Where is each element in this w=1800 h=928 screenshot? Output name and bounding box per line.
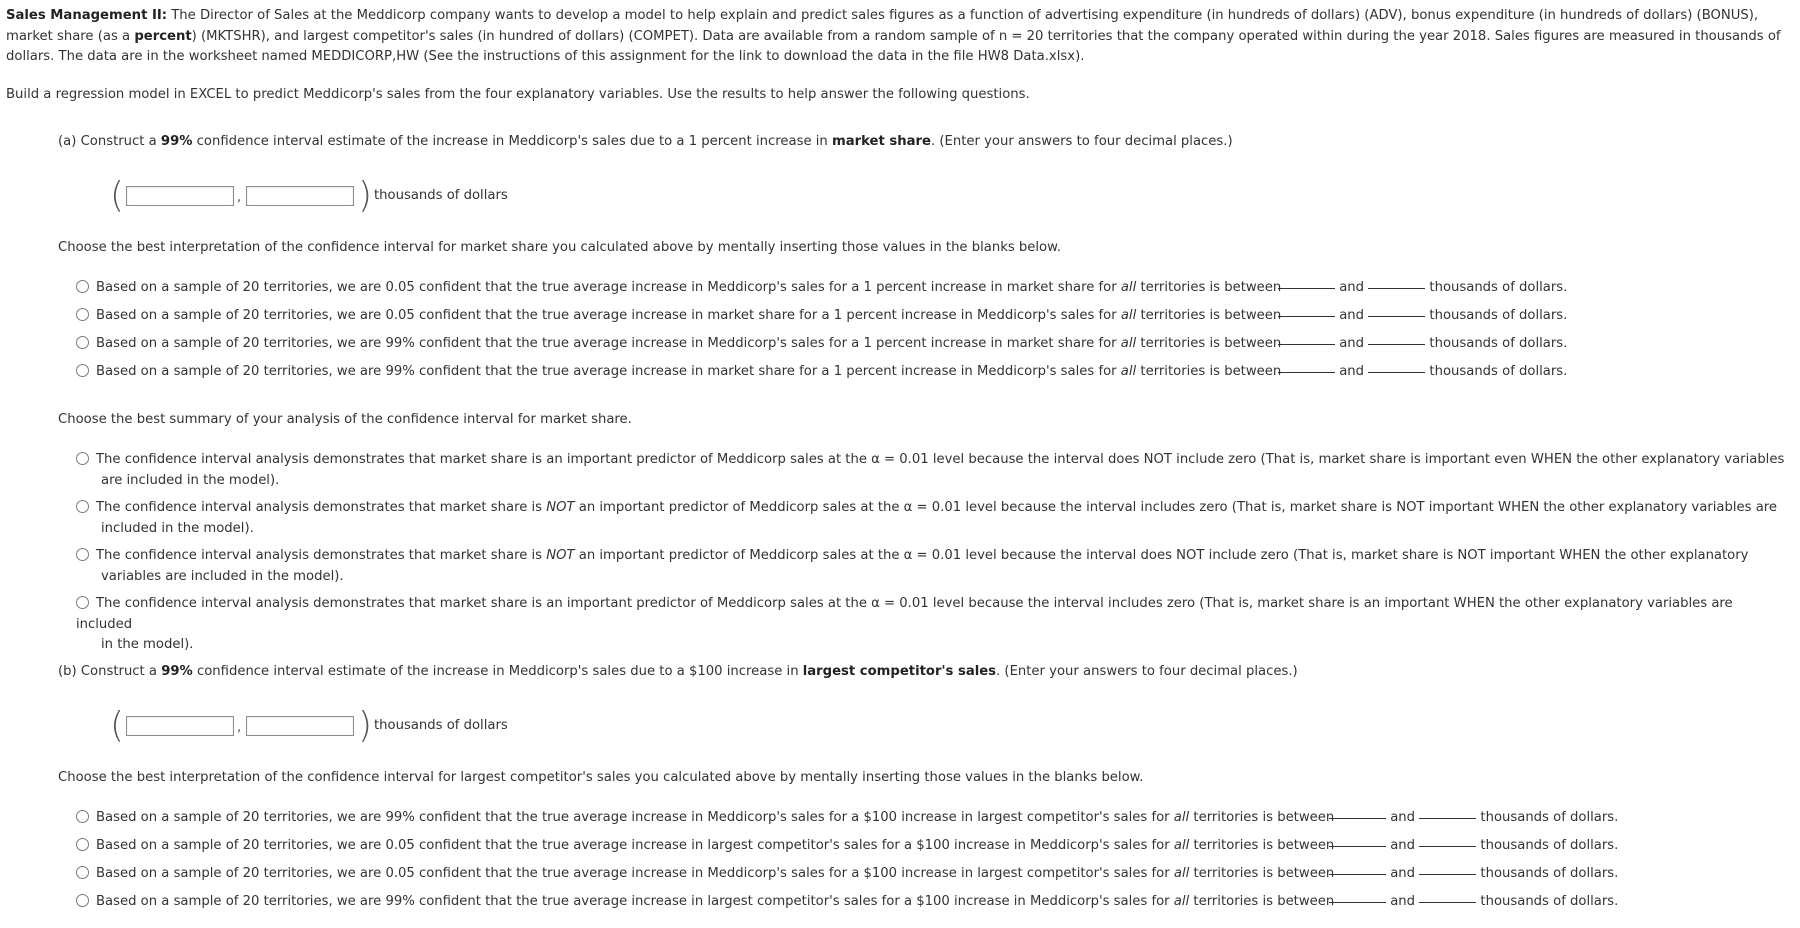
radio-button[interactable]	[76, 596, 89, 609]
blank-row: and thousands of dollars.	[1278, 278, 1567, 299]
part-b-interp-option[interactable]: Based on a sample of 20 territories, we are 99% confident that the true average increase in Meddicorp's sales for a $100 increase in largest competitor's sales for all territories is between	[76, 808, 1334, 829]
open-paren: (	[110, 705, 125, 746]
part-b-lower-input[interactable]	[126, 716, 234, 736]
part-a-summary-option[interactable]: The confidence interval analysis demonstrates that market share is NOT an important predictor of Meddicorp sales at the α = 0.01 level because the interval includes zero (That is, market share is NOT important WHEN the other explanatory variables are included in the model).	[76, 498, 1786, 539]
part-b-interp-option[interactable]: Based on a sample of 20 territories, we are 99% confident that the true average increase in largest competitor's sales for a $100 increase in Meddicorp's sales for all territories is between	[76, 892, 1334, 913]
radio-button[interactable]	[76, 336, 89, 349]
part-a-summary-option[interactable]: The confidence interval analysis demonstrates that market share is an important predictor of Meddicorp sales at the α = 0.01 level because the interval does NOT include zero (That is, market share is important even WHEN the other explanatory variables are included in the model).	[76, 450, 1786, 491]
part-a-interp-option[interactable]: Based on a sample of 20 territories, we are 99% confident that the true average increase in Meddicorp's sales for a 1 percent increase in market share for all territories is between	[76, 334, 1281, 355]
blank-row: and thousands of dollars.	[1278, 306, 1567, 327]
comma: ,	[237, 720, 242, 735]
part-b-interp-option[interactable]: Based on a sample of 20 territories, we are 0.05 confident that the true average increase in largest competitor's sales for a $100 increase in Meddicorp's sales for all territories is between	[76, 836, 1334, 857]
part-b-interp-option[interactable]: Based on a sample of 20 territories, we are 0.05 confident that the true average increase in Meddicorp's sales for a $100 increase in largest competitor's sales for all territories is between	[76, 864, 1334, 885]
part-a-summary-prompt: Choose the best summary of your analysis of the confidence interval for market share.	[58, 412, 632, 427]
part-a-summary-option[interactable]: The confidence interval analysis demonstrates that market share is NOT an important predictor of Meddicorp sales at the α = 0.01 level because the interval does NOT include zero (That is, market share is NOT important WHEN the other explanatory variables are included in the model).	[76, 546, 1786, 587]
radio-button[interactable]	[76, 308, 89, 321]
radio-button[interactable]	[76, 280, 89, 293]
part-a-interp-option[interactable]: Based on a sample of 20 territories, we are 0.05 confident that the true average increase in Meddicorp's sales for a 1 percent increase in market share for all territories is between	[76, 278, 1281, 299]
blank-row: and thousands of dollars.	[1329, 808, 1618, 829]
radio-button[interactable]	[76, 866, 89, 879]
part-a-question: (a) Construct a 99% confidence interval estimate of the increase in Meddicorp's sales due to a 1 percent increase in market share. (Enter your answers to four decimal places.)	[58, 134, 1233, 149]
close-paren: )	[358, 705, 373, 746]
part-b-interp-prompt: Choose the best interpretation of the confidence interval for largest competitor's sales you calculated above by mentally inserting those values in the blanks below.	[58, 770, 1144, 785]
part-a-interp-prompt: Choose the best interpretation of the confidence interval for market share you calculated above by mentally inserting those values in the blanks below.	[58, 240, 1061, 255]
blank-row: and thousands of dollars.	[1278, 334, 1567, 355]
problem-intro: Sales Management II: The Director of Sales at the Meddicorp company wants to develop a model to help explain and predict sales figures as a function of advertising expenditure (in hundreds of dollars) (ADV), bonus expenditure (in hundreds of dollars) (BONUS), market share (as a percent) (MKTSHR), and largest competitor's sales (in hundred of dollars) (COMPET). Data are available from a random sample of n = 20 territories that the company operated within during the year 2018. Sales figures are measured in thousands of dollars. The data are in the worksheet named MEDDICORP,HW (See the instructions of this assignment for the link to download the data in the file HW8 Data.xlsx).	[6, 8, 1781, 64]
open-paren: (	[110, 175, 125, 216]
part-a-upper-input[interactable]	[246, 186, 354, 206]
radio-button[interactable]	[76, 810, 89, 823]
radio-button[interactable]	[76, 452, 89, 465]
build-instruction: Build a regression model in EXCEL to predict Meddicorp's sales from the four explanatory variables. Use the results to help answer the following questions.	[6, 87, 1030, 102]
close-paren: )	[358, 175, 373, 216]
part-b-units: thousands of dollars	[374, 718, 508, 733]
part-a-summary-option[interactable]: The confidence interval analysis demonstrates that market share is an important predictor of Meddicorp sales at the α = 0.01 level because the interval includes zero (That is, market share is an important WHEN the other explanatory variables are included in the model).	[76, 596, 1733, 652]
radio-button[interactable]	[76, 838, 89, 851]
blank-row: and thousands of dollars.	[1329, 836, 1618, 857]
comma: ,	[237, 190, 242, 205]
blank-row: and thousands of dollars.	[1329, 864, 1618, 885]
part-b-interval	[110, 706, 530, 746]
blank-row: and thousands of dollars.	[1278, 362, 1567, 383]
blank-row: and thousands of dollars.	[1329, 892, 1618, 913]
radio-button[interactable]	[76, 894, 89, 907]
part-a-interval	[110, 176, 530, 216]
radio-button[interactable]	[76, 500, 89, 513]
part-a-interp-option[interactable]: Based on a sample of 20 territories, we are 99% confident that the true average increase in market share for a 1 percent increase in Meddicorp's sales for all territories is between	[76, 362, 1281, 383]
part-a-interp-option[interactable]: Based on a sample of 20 territories, we are 0.05 confident that the true average increase in market share for a 1 percent increase in Meddicorp's sales for all territories is between	[76, 306, 1281, 327]
part-b-question: (b) Construct a 99% confidence interval estimate of the increase in Meddicorp's sales due to a $100 increase in largest competitor's sales. (Enter your answers to four decimal places.)	[58, 664, 1298, 679]
radio-button[interactable]	[76, 364, 89, 377]
part-b-upper-input[interactable]	[246, 716, 354, 736]
part-a-lower-input[interactable]	[126, 186, 234, 206]
part-a-units: thousands of dollars	[374, 188, 508, 203]
radio-button[interactable]	[76, 548, 89, 561]
problem-title: Sales Management II:	[6, 8, 168, 23]
